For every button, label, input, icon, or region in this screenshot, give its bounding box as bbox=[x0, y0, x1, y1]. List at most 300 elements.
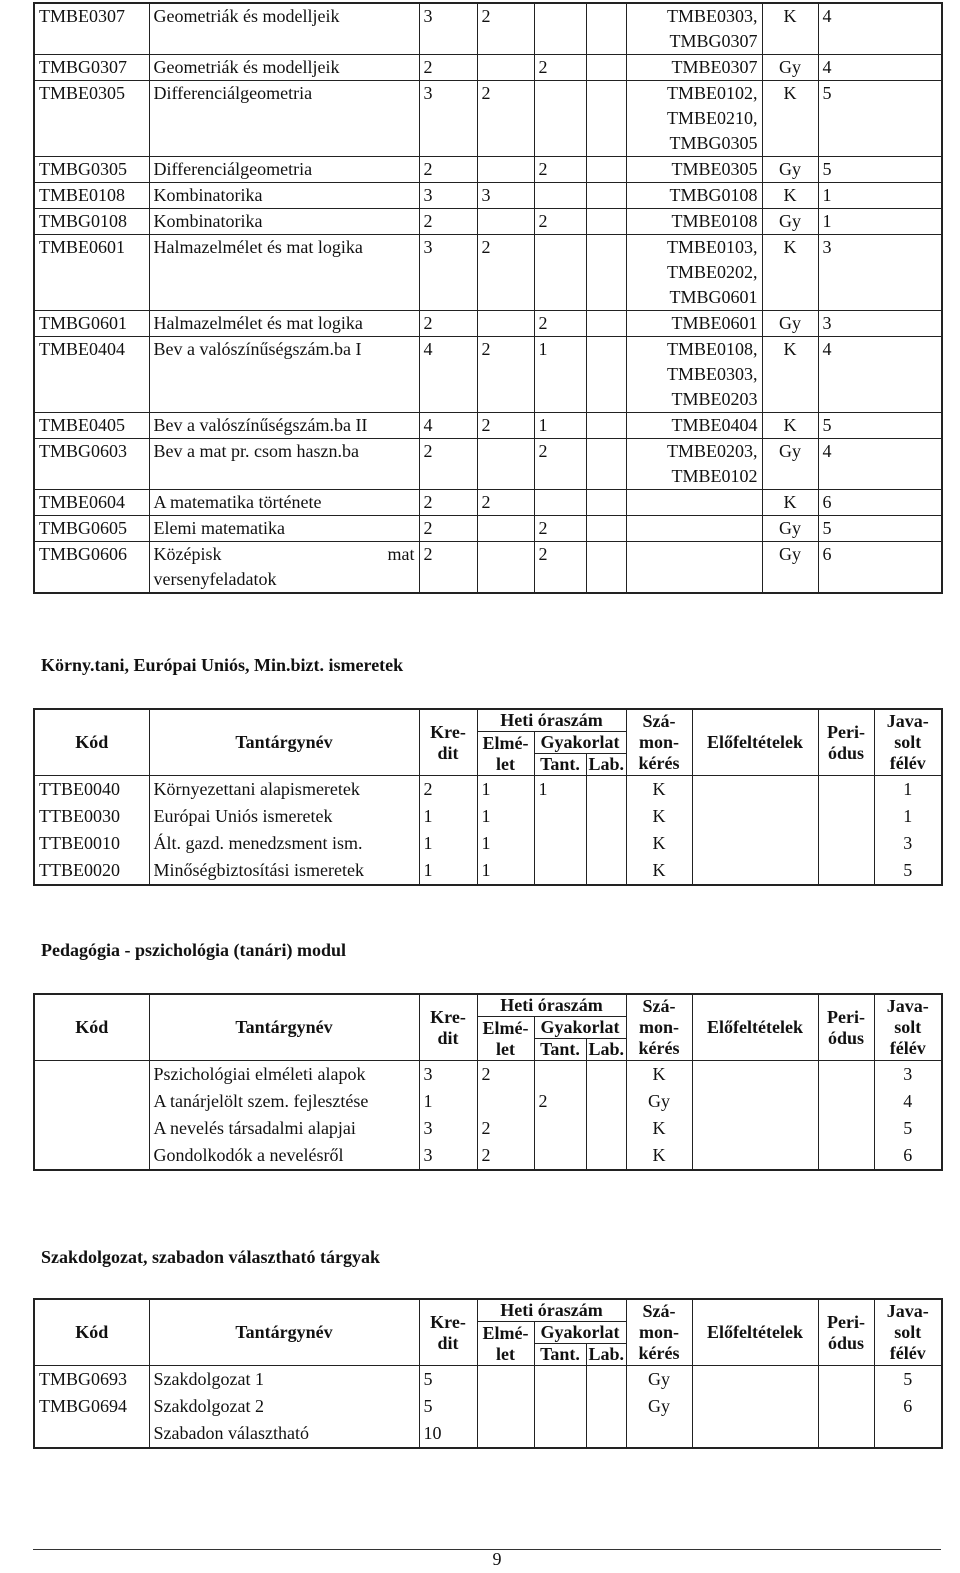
szamonkeres: Gy bbox=[762, 157, 818, 183]
felev: 6 bbox=[818, 490, 942, 516]
course-name: Európai Uniós ismeretek bbox=[149, 803, 419, 830]
course-name: Elemi matematika bbox=[149, 516, 419, 542]
course-name: Halmazelmélet és mat logika bbox=[149, 235, 419, 311]
szamonkeres: K bbox=[762, 3, 818, 55]
header-kod: Kód bbox=[34, 994, 149, 1061]
elmelet bbox=[477, 1366, 534, 1394]
elmelet bbox=[477, 1393, 534, 1420]
table-row bbox=[34, 1115, 942, 1142]
prerequisites bbox=[692, 1115, 818, 1142]
header-tant: Tant. bbox=[534, 1344, 586, 1366]
header-elofeltetelek: Előfeltételek bbox=[692, 1299, 818, 1366]
course-code: TMBG0307 bbox=[34, 55, 149, 81]
kredit: 4 bbox=[419, 413, 477, 439]
table-row bbox=[34, 803, 942, 830]
course-code: TTBE0020 bbox=[34, 857, 149, 885]
course-name: Halmazelmélet és mat logika bbox=[149, 311, 419, 337]
kredit: 4 bbox=[419, 337, 477, 413]
lab bbox=[586, 311, 626, 337]
tant bbox=[534, 490, 586, 516]
szamonkeres: K bbox=[762, 183, 818, 209]
lab bbox=[586, 516, 626, 542]
header-kod: Kód bbox=[34, 1299, 149, 1366]
prerequisites bbox=[626, 490, 762, 516]
lab bbox=[586, 1393, 626, 1420]
course-name: Kombinatorika bbox=[149, 209, 419, 235]
tant bbox=[534, 1420, 586, 1448]
header-javasolt: Java- solt félév bbox=[874, 709, 942, 776]
szamonkeres: K bbox=[762, 337, 818, 413]
felev: 3 bbox=[818, 311, 942, 337]
elmelet: 3 bbox=[477, 183, 534, 209]
elmelet bbox=[477, 157, 534, 183]
periodus bbox=[818, 1115, 874, 1142]
course-name: Pszichológiai elméleti alapok bbox=[149, 1061, 419, 1089]
periodus bbox=[818, 1366, 874, 1394]
course-code bbox=[34, 1420, 149, 1448]
prerequisites: TMBE0103, TMBE0202, TMBG0601 bbox=[626, 235, 762, 311]
elmelet: 1 bbox=[477, 803, 534, 830]
prerequisites bbox=[692, 830, 818, 857]
felev: 3 bbox=[874, 1061, 942, 1089]
header-tantargynev: Tantárgynév bbox=[149, 709, 419, 776]
course-code: TMBG0605 bbox=[34, 516, 149, 542]
table-row bbox=[34, 1420, 942, 1448]
prerequisites: TMBE0404 bbox=[626, 413, 762, 439]
elmelet bbox=[477, 1088, 534, 1115]
lab bbox=[586, 803, 626, 830]
prerequisites bbox=[692, 857, 818, 885]
prerequisites bbox=[692, 1393, 818, 1420]
prerequisites: TMBE0102, TMBE0210, TMBG0305 bbox=[626, 81, 762, 157]
periodus bbox=[818, 1393, 874, 1420]
kredit: 3 bbox=[419, 1142, 477, 1170]
course-name: Szakdolgozat 2 bbox=[149, 1393, 419, 1420]
szamonkeres: Gy bbox=[762, 439, 818, 490]
szamonkeres: Gy bbox=[762, 542, 818, 594]
course-name: Minőségbiztosítási ismeretek bbox=[149, 857, 419, 885]
table-row bbox=[34, 542, 942, 594]
szamonkeres: Gy bbox=[762, 55, 818, 81]
kredit: 1 bbox=[419, 1088, 477, 1115]
course-name: Geometriák és modelljeik bbox=[149, 55, 419, 81]
course-name: Differenciálgeometria bbox=[149, 157, 419, 183]
prerequisites bbox=[692, 1088, 818, 1115]
course-code: TTBE0030 bbox=[34, 803, 149, 830]
prerequisites: TMBG0108 bbox=[626, 183, 762, 209]
tant bbox=[534, 803, 586, 830]
prerequisites bbox=[692, 1366, 818, 1394]
page-number: 9 bbox=[492, 1549, 502, 1569]
course-code bbox=[34, 1061, 149, 1089]
lab bbox=[586, 235, 626, 311]
tant: 2 bbox=[534, 439, 586, 490]
tant bbox=[534, 830, 586, 857]
elmelet: 1 bbox=[477, 776, 534, 804]
tant bbox=[534, 1142, 586, 1170]
elmelet: 2 bbox=[477, 1061, 534, 1089]
prerequisites: TMBE0601 bbox=[626, 311, 762, 337]
felev: 6 bbox=[874, 1393, 942, 1420]
szamonkeres: K bbox=[626, 776, 692, 804]
course-name: A nevelés társadalmi alapjai bbox=[149, 1115, 419, 1142]
course-name: Geometriák és modelljeik bbox=[149, 3, 419, 55]
header-szamonkeres: Szá- mon- kérés bbox=[626, 709, 692, 776]
header-elofeltetelek: Előfeltételek bbox=[692, 994, 818, 1061]
table-row bbox=[34, 830, 942, 857]
lab bbox=[586, 337, 626, 413]
tant bbox=[534, 1393, 586, 1420]
kredit: 3 bbox=[419, 1115, 477, 1142]
elmelet: 2 bbox=[477, 337, 534, 413]
header-lab: Lab. bbox=[586, 1344, 626, 1366]
felev: 5 bbox=[818, 516, 942, 542]
szamonkeres: K bbox=[626, 1115, 692, 1142]
course-code: TMBE0307 bbox=[34, 3, 149, 55]
prerequisites: TMBE0108 bbox=[626, 209, 762, 235]
tant bbox=[534, 183, 586, 209]
kredit: 5 bbox=[419, 1366, 477, 1394]
lab bbox=[586, 3, 626, 55]
course-code bbox=[34, 1142, 149, 1170]
elmelet: 2 bbox=[477, 81, 534, 157]
kredit: 3 bbox=[419, 81, 477, 157]
header-lab: Lab. bbox=[586, 1039, 626, 1061]
section-title-thesis: Szakdolgozat, szabadon választható tárgyak bbox=[41, 1247, 381, 1267]
prerequisites: TMBE0307 bbox=[626, 55, 762, 81]
elmelet bbox=[477, 439, 534, 490]
tant: 2 bbox=[534, 55, 586, 81]
course-code bbox=[34, 1115, 149, 1142]
kredit: 2 bbox=[419, 55, 477, 81]
table-header bbox=[34, 1299, 942, 1366]
table-row bbox=[34, 776, 942, 804]
szamonkeres: K bbox=[626, 1061, 692, 1089]
felev bbox=[874, 1420, 942, 1448]
kredit: 2 bbox=[419, 439, 477, 490]
kredit: 1 bbox=[419, 803, 477, 830]
course-name: Szakdolgozat 1 bbox=[149, 1366, 419, 1394]
course-name: Gondolkodók a nevelésről bbox=[149, 1142, 419, 1170]
felev: 4 bbox=[818, 337, 942, 413]
kredit: 2 bbox=[419, 516, 477, 542]
kredit: 5 bbox=[419, 1393, 477, 1420]
prerequisites bbox=[692, 1142, 818, 1170]
periodus bbox=[818, 1420, 874, 1448]
tant bbox=[534, 1366, 586, 1394]
szamonkeres: K bbox=[762, 490, 818, 516]
tant bbox=[534, 81, 586, 157]
elmelet bbox=[477, 1420, 534, 1448]
header-szamonkeres: Szá- mon- kérés bbox=[626, 1299, 692, 1366]
felev: 5 bbox=[818, 157, 942, 183]
tant: 2 bbox=[534, 157, 586, 183]
felev: 4 bbox=[874, 1088, 942, 1115]
szamonkeres: K bbox=[626, 1142, 692, 1170]
prerequisites: TMBE0303, TMBG0307 bbox=[626, 3, 762, 55]
section-title-pedagogy: Pedagógia - pszichológia (tanári) modul bbox=[41, 940, 346, 960]
header-szamonkeres: Szá- mon- kérés bbox=[626, 994, 692, 1061]
section-title-environment: Körny.tani, Európai Uniós, Min.bizt. ismeretek bbox=[41, 655, 404, 675]
table-row bbox=[34, 81, 942, 157]
table-row bbox=[34, 209, 942, 235]
felev: 5 bbox=[874, 1366, 942, 1394]
felev: 5 bbox=[818, 81, 942, 157]
szamonkeres: Gy bbox=[762, 311, 818, 337]
periodus bbox=[818, 1088, 874, 1115]
prerequisites: TMBE0108, TMBE0303, TMBE0203 bbox=[626, 337, 762, 413]
kredit: 3 bbox=[419, 183, 477, 209]
kredit: 2 bbox=[419, 209, 477, 235]
header-elmelet: Elmé- let bbox=[477, 732, 534, 776]
course-code: TMBG0305 bbox=[34, 157, 149, 183]
felev: 4 bbox=[818, 55, 942, 81]
lab bbox=[586, 1115, 626, 1142]
felev: 6 bbox=[874, 1142, 942, 1170]
course-code: TMBG0694 bbox=[34, 1393, 149, 1420]
table-row bbox=[34, 413, 942, 439]
course-name: Környezettani alapismeretek bbox=[149, 776, 419, 804]
course-table-environment bbox=[33, 708, 943, 886]
header-lab: Lab. bbox=[586, 754, 626, 776]
course-code: TMBE0604 bbox=[34, 490, 149, 516]
periodus bbox=[818, 1142, 874, 1170]
prerequisites bbox=[626, 516, 762, 542]
elmelet: 2 bbox=[477, 1142, 534, 1170]
elmelet: 2 bbox=[477, 3, 534, 55]
course-code: TTBE0010 bbox=[34, 830, 149, 857]
kredit: 3 bbox=[419, 3, 477, 55]
kredit: 1 bbox=[419, 830, 477, 857]
header-javasolt: Java- solt félév bbox=[874, 994, 942, 1061]
tant: 2 bbox=[534, 542, 586, 594]
prerequisites: TMBE0203, TMBE0102 bbox=[626, 439, 762, 490]
header-periodus: Peri- ódus bbox=[818, 1299, 874, 1366]
table-header bbox=[34, 709, 942, 776]
tant: 2 bbox=[534, 209, 586, 235]
kredit: 2 bbox=[419, 311, 477, 337]
felev: 1 bbox=[874, 776, 942, 804]
kredit: 1 bbox=[419, 857, 477, 885]
felev: 6 bbox=[818, 542, 942, 594]
lab bbox=[586, 542, 626, 594]
header-elmelet: Elmé- let bbox=[477, 1017, 534, 1061]
course-name: Kombinatorika bbox=[149, 183, 419, 209]
lab bbox=[586, 1420, 626, 1448]
course-name: A matematika története bbox=[149, 490, 419, 516]
elmelet: 1 bbox=[477, 857, 534, 885]
tant: 1 bbox=[534, 776, 586, 804]
table-row bbox=[34, 857, 942, 885]
course-name: Ált. gazd. menedzsment ism. bbox=[149, 830, 419, 857]
elmelet bbox=[477, 516, 534, 542]
lab bbox=[586, 830, 626, 857]
lab bbox=[586, 81, 626, 157]
szamonkeres: Gy bbox=[626, 1088, 692, 1115]
header-elmelet: Elmé- let bbox=[477, 1322, 534, 1366]
lab bbox=[586, 1142, 626, 1170]
header-tantargynev: Tantárgynév bbox=[149, 994, 419, 1061]
szamonkeres: K bbox=[762, 413, 818, 439]
table-row bbox=[34, 439, 942, 490]
lab bbox=[586, 157, 626, 183]
szamonkeres bbox=[626, 1420, 692, 1448]
lab bbox=[586, 490, 626, 516]
table-row bbox=[34, 1061, 942, 1089]
course-code: TTBE0040 bbox=[34, 776, 149, 804]
table-row bbox=[34, 516, 942, 542]
course-code: TMBE0405 bbox=[34, 413, 149, 439]
lab bbox=[586, 209, 626, 235]
szamonkeres: K bbox=[626, 803, 692, 830]
course-code bbox=[34, 1088, 149, 1115]
elmelet: 2 bbox=[477, 235, 534, 311]
header-tant: Tant. bbox=[534, 754, 586, 776]
lab bbox=[586, 776, 626, 804]
felev: 3 bbox=[874, 830, 942, 857]
kredit: 2 bbox=[419, 157, 477, 183]
tant: 1 bbox=[534, 413, 586, 439]
prerequisites bbox=[692, 1061, 818, 1089]
course-code: TMBG0603 bbox=[34, 439, 149, 490]
lab bbox=[586, 439, 626, 490]
szamonkeres: K bbox=[626, 830, 692, 857]
tant bbox=[534, 857, 586, 885]
szamonkeres: Gy bbox=[626, 1393, 692, 1420]
header-kredit: Kre- dit bbox=[419, 994, 477, 1061]
prerequisites bbox=[626, 542, 762, 594]
course-name: Középisk mat versenyfeladatok bbox=[149, 542, 419, 594]
elmelet: 2 bbox=[477, 490, 534, 516]
course-name: Bev a mat pr. csom haszn.ba bbox=[149, 439, 419, 490]
table-row bbox=[34, 490, 942, 516]
prerequisites bbox=[692, 1420, 818, 1448]
header-periodus: Peri- ódus bbox=[818, 709, 874, 776]
header-javasolt: Java- solt félév bbox=[874, 1299, 942, 1366]
header-tantargynev: Tantárgynév bbox=[149, 1299, 419, 1366]
elmelet bbox=[477, 209, 534, 235]
kredit: 2 bbox=[419, 776, 477, 804]
szamonkeres: Gy bbox=[626, 1366, 692, 1394]
elmelet bbox=[477, 542, 534, 594]
felev: 1 bbox=[818, 183, 942, 209]
header-kredit: Kre- dit bbox=[419, 709, 477, 776]
tant: 2 bbox=[534, 311, 586, 337]
tant: 2 bbox=[534, 1088, 586, 1115]
header-periodus: Peri- ódus bbox=[818, 994, 874, 1061]
table-header bbox=[34, 994, 942, 1061]
lab bbox=[586, 183, 626, 209]
elmelet: 2 bbox=[477, 1115, 534, 1142]
elmelet bbox=[477, 55, 534, 81]
tant bbox=[534, 1061, 586, 1089]
kredit: 2 bbox=[419, 542, 477, 594]
course-name: Differenciálgeometria bbox=[149, 81, 419, 157]
lab bbox=[586, 1088, 626, 1115]
tant bbox=[534, 3, 586, 55]
course-code: TMBE0601 bbox=[34, 235, 149, 311]
course-name: Bev a valószínűségszám.ba II bbox=[149, 413, 419, 439]
periodus bbox=[818, 776, 874, 804]
table-row bbox=[34, 183, 942, 209]
lab bbox=[586, 857, 626, 885]
course-code: TMBE0305 bbox=[34, 81, 149, 157]
table-row bbox=[34, 1393, 942, 1420]
elmelet: 2 bbox=[477, 413, 534, 439]
header-kod: Kód bbox=[34, 709, 149, 776]
felev: 5 bbox=[874, 857, 942, 885]
course-table-continued bbox=[33, 2, 943, 594]
header-gyakorlat: Gyakorlat bbox=[534, 1322, 626, 1344]
felev: 5 bbox=[818, 413, 942, 439]
table-row bbox=[34, 55, 942, 81]
header-heti: Heti óraszám bbox=[477, 1299, 626, 1322]
course-code: TMBE0404 bbox=[34, 337, 149, 413]
lab bbox=[586, 1366, 626, 1394]
kredit: 10 bbox=[419, 1420, 477, 1448]
course-code: TMBG0693 bbox=[34, 1366, 149, 1394]
table-row bbox=[34, 1088, 942, 1115]
course-code: TMBE0108 bbox=[34, 183, 149, 209]
felev: 3 bbox=[818, 235, 942, 311]
kredit: 2 bbox=[419, 490, 477, 516]
course-table-pedagogy bbox=[33, 993, 943, 1171]
szamonkeres: Gy bbox=[762, 209, 818, 235]
course-code: TMBG0606 bbox=[34, 542, 149, 594]
szamonkeres: K bbox=[762, 235, 818, 311]
szamonkeres: K bbox=[626, 857, 692, 885]
table-row bbox=[34, 235, 942, 311]
course-name: Szabadon választható bbox=[149, 1420, 419, 1448]
szamonkeres: K bbox=[762, 81, 818, 157]
lab bbox=[586, 413, 626, 439]
lab bbox=[586, 1061, 626, 1089]
table-row bbox=[34, 1366, 942, 1394]
elmelet bbox=[477, 311, 534, 337]
course-code: TMBG0108 bbox=[34, 209, 149, 235]
header-kredit: Kre- dit bbox=[419, 1299, 477, 1366]
table-row bbox=[34, 311, 942, 337]
kredit: 3 bbox=[419, 235, 477, 311]
header-tant: Tant. bbox=[534, 1039, 586, 1061]
felev: 1 bbox=[818, 209, 942, 235]
prerequisites: TMBE0305 bbox=[626, 157, 762, 183]
kredit: 3 bbox=[419, 1061, 477, 1089]
elmelet: 1 bbox=[477, 830, 534, 857]
felev: 1 bbox=[874, 803, 942, 830]
header-elofeltetelek: Előfeltételek bbox=[692, 709, 818, 776]
course-table-thesis bbox=[33, 1298, 943, 1449]
header-gyakorlat: Gyakorlat bbox=[534, 732, 626, 754]
header-heti: Heti óraszám bbox=[477, 709, 626, 732]
felev: 5 bbox=[874, 1115, 942, 1142]
periodus bbox=[818, 857, 874, 885]
tant: 2 bbox=[534, 516, 586, 542]
szamonkeres: Gy bbox=[762, 516, 818, 542]
periodus bbox=[818, 1061, 874, 1089]
course-name: A tanárjelölt szem. fejlesztése bbox=[149, 1088, 419, 1115]
felev: 4 bbox=[818, 439, 942, 490]
table-row bbox=[34, 337, 942, 413]
tant bbox=[534, 1115, 586, 1142]
periodus bbox=[818, 830, 874, 857]
table-row bbox=[34, 157, 942, 183]
table-row bbox=[34, 1142, 942, 1170]
tant bbox=[534, 235, 586, 311]
header-gyakorlat: Gyakorlat bbox=[534, 1017, 626, 1039]
tant: 1 bbox=[534, 337, 586, 413]
lab bbox=[586, 55, 626, 81]
